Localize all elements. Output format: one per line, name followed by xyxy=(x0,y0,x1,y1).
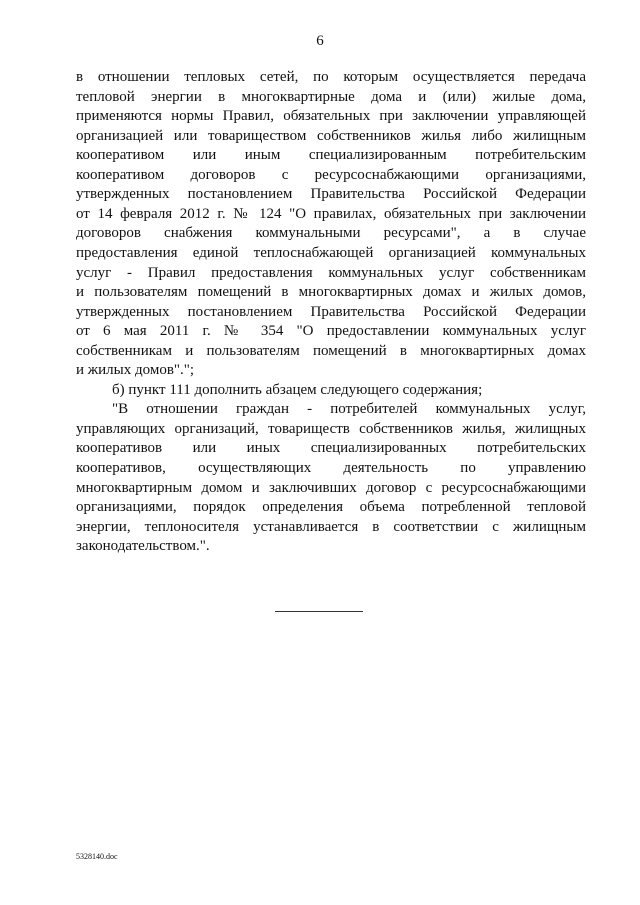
text-line: управляющих организаций, товариществ собственников жилья, жилищных xyxy=(76,420,586,437)
text-line: кооперативом или иным специализированным потребительским xyxy=(76,147,586,164)
end-separator-line xyxy=(275,611,363,612)
text-line: применяются нормы Правил, обязательных при заключении управляющей xyxy=(76,108,586,125)
text-line: в отношении тепловых сетей, по которым осуществляется передача xyxy=(76,69,586,85)
text-line: многоквартирным домом и заключивших договор с ресурсоснабжающими xyxy=(76,479,586,496)
text-line: предоставления единой теплоснабжающей организацией коммунальных xyxy=(76,244,586,261)
footer-filename: 5328140.doc xyxy=(76,852,118,861)
text-line: энергии, теплоносителя устанавливается в соответствии с жилищным xyxy=(76,518,586,535)
text-line: от 14 февраля 2012 г. № 124 "О правилах, обязательных при заключении xyxy=(76,205,586,222)
text-line: от 6 мая 2011 г. № 354 "О предоставлении коммунальных услуг xyxy=(76,323,586,340)
text-line: тепловой энергии в многоквартирные дома и (или) жилые дома, xyxy=(76,88,586,105)
text-line: кооперативом договоров с ресурсоснабжающими организациями, xyxy=(76,166,586,183)
text-line: и жилых домов"."; xyxy=(76,362,195,379)
page-number: 6 xyxy=(316,33,324,49)
text-line: организациями, порядок определения объема потребленной тепловой xyxy=(76,499,586,516)
text-line: "В отношении граждан - потребителей коммунальных услуг, xyxy=(112,401,586,418)
text-line: б) пункт 111 дополнить абзацем следующего содержания; xyxy=(112,381,483,398)
text-line: собственникам и пользователям помещений в многоквартирных домах xyxy=(76,342,586,359)
text-line: организацией или товариществом собственников жилья либо жилищным xyxy=(76,127,586,144)
text-line: утвержденных постановлением Правительства Российской Федерации xyxy=(76,186,586,203)
text-line: и пользователям помещений в многоквартирных домах и жилых домов, xyxy=(76,284,586,301)
text-line: услуг - Правил предоставления коммунальных услуг собственникам xyxy=(76,264,586,281)
text-line: кооперативов, осуществляющих деятельность по управлению xyxy=(76,460,586,476)
text-line: законодательством.". xyxy=(76,538,210,555)
text-line: утвержденных постановлением Правительства Российской Федерации xyxy=(76,303,586,320)
text-line: договоров снабжения коммунальными ресурсами", а в случае xyxy=(76,225,586,242)
text-line: кооперативов или иных специализированных потребительских xyxy=(76,440,586,457)
